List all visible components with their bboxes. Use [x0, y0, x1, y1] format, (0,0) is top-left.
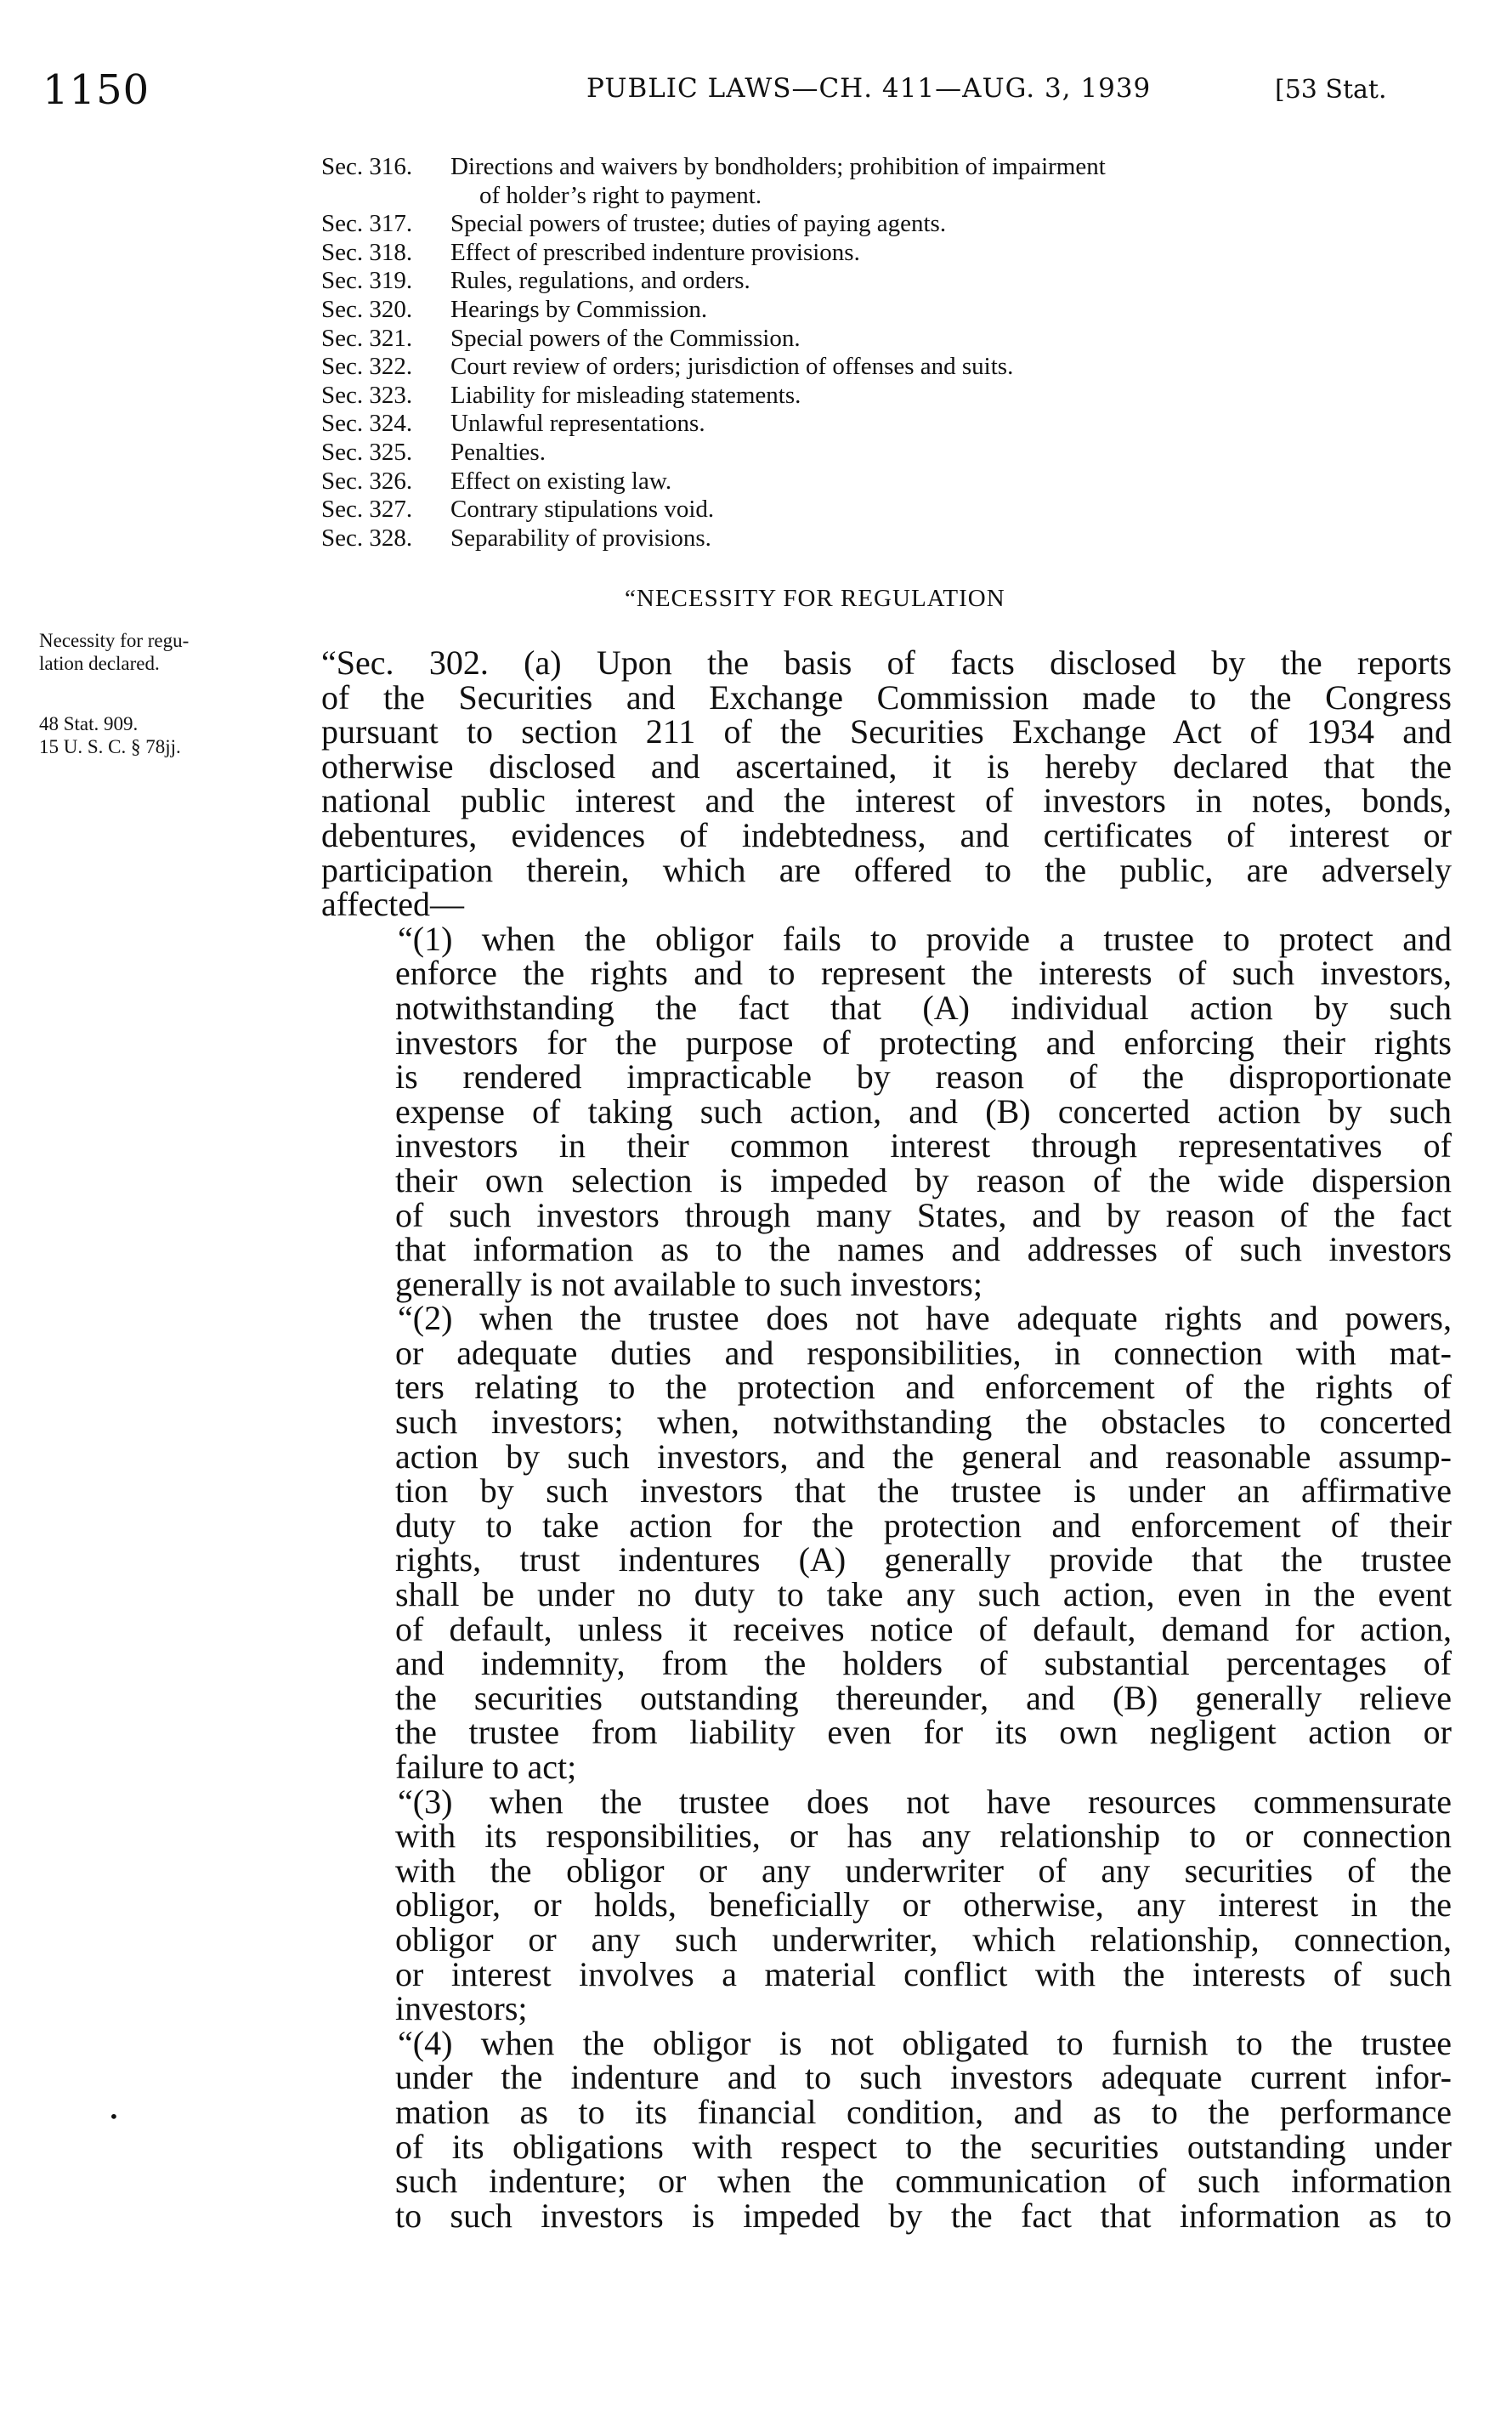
margin-note — [39, 629, 294, 675]
margin-note-line: lation declared. — [39, 653, 160, 674]
body-line: enforce the rights and to represent the interests of such investors, — [395, 954, 1452, 993]
margin-citation-line: 15 U. S. C. § 78jj. — [39, 736, 181, 757]
toc-section-title: Special powers of trustee; duties of paying agents. — [450, 210, 947, 238]
body-line: pursuant to section 211 of the Securities Exchange Act of 1934 and — [321, 712, 1452, 751]
toc-section-title: Special powers of the Commission. — [450, 324, 801, 352]
toc-section-title: Contrary stipulations void. — [450, 496, 715, 524]
body-line: otherwise disclosed and ascertained, it is hereby declared that the — [321, 746, 1452, 785]
toc-section-title-continued: of holder’s right to payment. — [479, 181, 762, 209]
body-line: tion by such investors that the trustee is under an affirmative — [395, 1471, 1452, 1511]
toc-section-title: Hearings by Commission. — [450, 295, 708, 323]
body-line: investors in their common interest through representatives of — [395, 1126, 1452, 1165]
body-line: expense of taking such action, and (B) concerted action by such — [395, 1091, 1452, 1131]
body-line: shall be under no duty to take any such action, even in the event — [395, 1575, 1452, 1614]
section-heading: “NECESSITY FOR REGULATION — [625, 585, 1005, 612]
body-line: affected— — [321, 885, 465, 924]
toc-entry — [321, 439, 1452, 468]
stray-mark: • — [109, 2106, 119, 2127]
body-line: rights, trust indentures (A) generally provide that the trustee — [395, 1540, 1452, 1579]
body-line: national public interest and the interest of investors in notes, bonds, — [321, 781, 1452, 820]
body-line: the securities outstanding thereunder, and (B) generally relieve — [395, 1678, 1452, 1717]
toc-entry — [321, 524, 1452, 553]
stat-reference: [53 Stat. — [1275, 75, 1387, 105]
margin-note-line: Necessity for regu- — [39, 630, 190, 651]
toc-section-number: Sec. 326. — [321, 467, 413, 495]
body-line: investors for the purpose of protecting and enforcing their rights — [395, 1023, 1452, 1062]
body-line: of its obligations with respect to the securities outstanding under — [395, 2127, 1452, 2166]
body-line: failure to act; — [395, 1748, 577, 1786]
body-line: “(2) when the trustee does not have adequate rights and powers, — [398, 1299, 1452, 1338]
toc-section-number: Sec. 319. — [321, 267, 413, 295]
body-line: and indemnity, from the holders of substantial percentages of — [395, 1644, 1452, 1683]
body-line: debentures, evidences of indebtedness, and certificates of interest or — [321, 815, 1452, 854]
body-line: notwithstanding the fact that (A) individual action by such — [395, 988, 1452, 1027]
toc-section-number: Sec. 322. — [321, 353, 413, 381]
page-number: 1150 — [42, 66, 150, 114]
body-line: or interest involves a material conflict with the interests of such — [395, 1954, 1452, 1993]
toc-section-title: Directions and waivers by bondholders; prohibition of impairment — [450, 153, 1106, 180]
body-line: their own selection is impeded by reason of the wide dispersion — [395, 1160, 1452, 1199]
body-line: of the Securities and Exchange Commission made to the Congress — [321, 677, 1452, 717]
toc-section-title: Liability for misleading statements. — [450, 381, 801, 409]
toc-entry — [321, 410, 1452, 439]
body-line: duty to take action for the protection and enforcement of their — [395, 1505, 1452, 1545]
body-line: that information as to the names and addresses of such investors — [395, 1230, 1452, 1269]
body-line: “(1) when the obligor fails to provide a trustee to protect and — [398, 919, 1452, 958]
toc-entry — [321, 210, 1452, 239]
body-line: “Sec. 302. (a) Upon the basis of facts disclosed by the reports — [321, 643, 1452, 682]
toc-section-number: Sec. 317. — [321, 210, 413, 238]
toc-entry — [321, 382, 1452, 411]
body-line: with the obligor or any underwriter of any securities of the — [395, 1851, 1452, 1890]
toc-section-title: Penalties. — [450, 438, 546, 466]
toc-section-number: Sec. 321. — [321, 324, 413, 352]
toc-section-title: Separability of provisions. — [450, 524, 711, 552]
body-line: or adequate duties and responsibilities, in connection with mat- — [395, 1333, 1452, 1372]
body-line: the trustee from liability even for its own negligent action or — [395, 1713, 1452, 1752]
toc-section-title: Rules, regulations, and orders. — [450, 267, 750, 295]
body-line: of default, unless it receives notice of default, demand for action, — [395, 1609, 1452, 1648]
margin-citation — [39, 712, 294, 758]
body-line: ters relating to the protection and enforcement of the rights of — [395, 1368, 1452, 1407]
toc-entry — [321, 267, 1452, 296]
body-line: obligor or any such underwriter, which relationship, connection, — [395, 1919, 1452, 1958]
toc-entry — [321, 296, 1452, 325]
body-line: “(3) when the trustee does not have resources commensurate — [398, 1782, 1452, 1821]
body-line: generally is not available to such investors; — [395, 1264, 983, 1303]
toc-entry — [321, 153, 1452, 182]
body-line: such investors; when, notwithstanding the obstacles to concerted — [395, 1403, 1452, 1442]
body-line: of such investors through many States, and by reason of the fact — [395, 1195, 1452, 1234]
margin-citation-line: 48 Stat. 909. — [39, 713, 139, 734]
toc-section-title: Effect of prescribed indenture provisions. — [450, 238, 860, 266]
toc-entry — [321, 468, 1452, 496]
toc-entry — [321, 496, 1452, 524]
toc-section-title: Court review of orders; jurisdiction of offenses and suits. — [450, 353, 1014, 381]
body-line: mation as to its financial condition, and as to the performance — [395, 2092, 1452, 2131]
toc-entry — [321, 239, 1452, 268]
toc-section-number: Sec. 325. — [321, 438, 413, 466]
statute-body — [321, 643, 1452, 2235]
body-line: action by such investors, and the general and reasonable assump- — [395, 1437, 1452, 1476]
toc-section-number: Sec. 320. — [321, 295, 413, 323]
body-line: such indenture; or when the communication of such information — [395, 2162, 1452, 2201]
body-line: investors; — [395, 1989, 528, 2028]
toc-section-title: Effect on existing law. — [450, 467, 672, 495]
body-line: with its responsibilities, or has any relationship to or connection — [395, 1817, 1452, 1856]
body-line: under the indenture and to such investors adequate current infor- — [395, 2058, 1452, 2097]
toc-entry — [321, 353, 1452, 382]
toc-section-number: Sec. 318. — [321, 238, 413, 266]
toc-entry — [321, 325, 1452, 354]
toc-section-number: Sec. 323. — [321, 381, 413, 409]
body-line: participation therein, which are offered to the public, are adversely — [321, 850, 1452, 889]
body-line: obligor, or holds, beneficially or otherwise, any interest in the — [395, 1885, 1452, 1924]
toc-section-number: Sec. 324. — [321, 410, 413, 438]
toc-section-title: Unlawful representations. — [450, 410, 705, 438]
body-line: to such investors is impeded by the fact that information as to — [395, 2196, 1452, 2235]
toc-section-number: Sec. 328. — [321, 524, 413, 552]
body-line: “(4) when the obligor is not obligated to furnish to the trustee — [398, 2023, 1452, 2062]
toc-section-number: Sec. 327. — [321, 496, 413, 524]
section-list — [321, 153, 1452, 553]
body-line: is rendered impracticable by reason of the disproportionate — [395, 1057, 1452, 1097]
toc-section-number: Sec. 316. — [321, 153, 413, 180]
running-head: PUBLIC LAWS—CH. 411—AUG. 3, 1939 — [586, 73, 1152, 104]
